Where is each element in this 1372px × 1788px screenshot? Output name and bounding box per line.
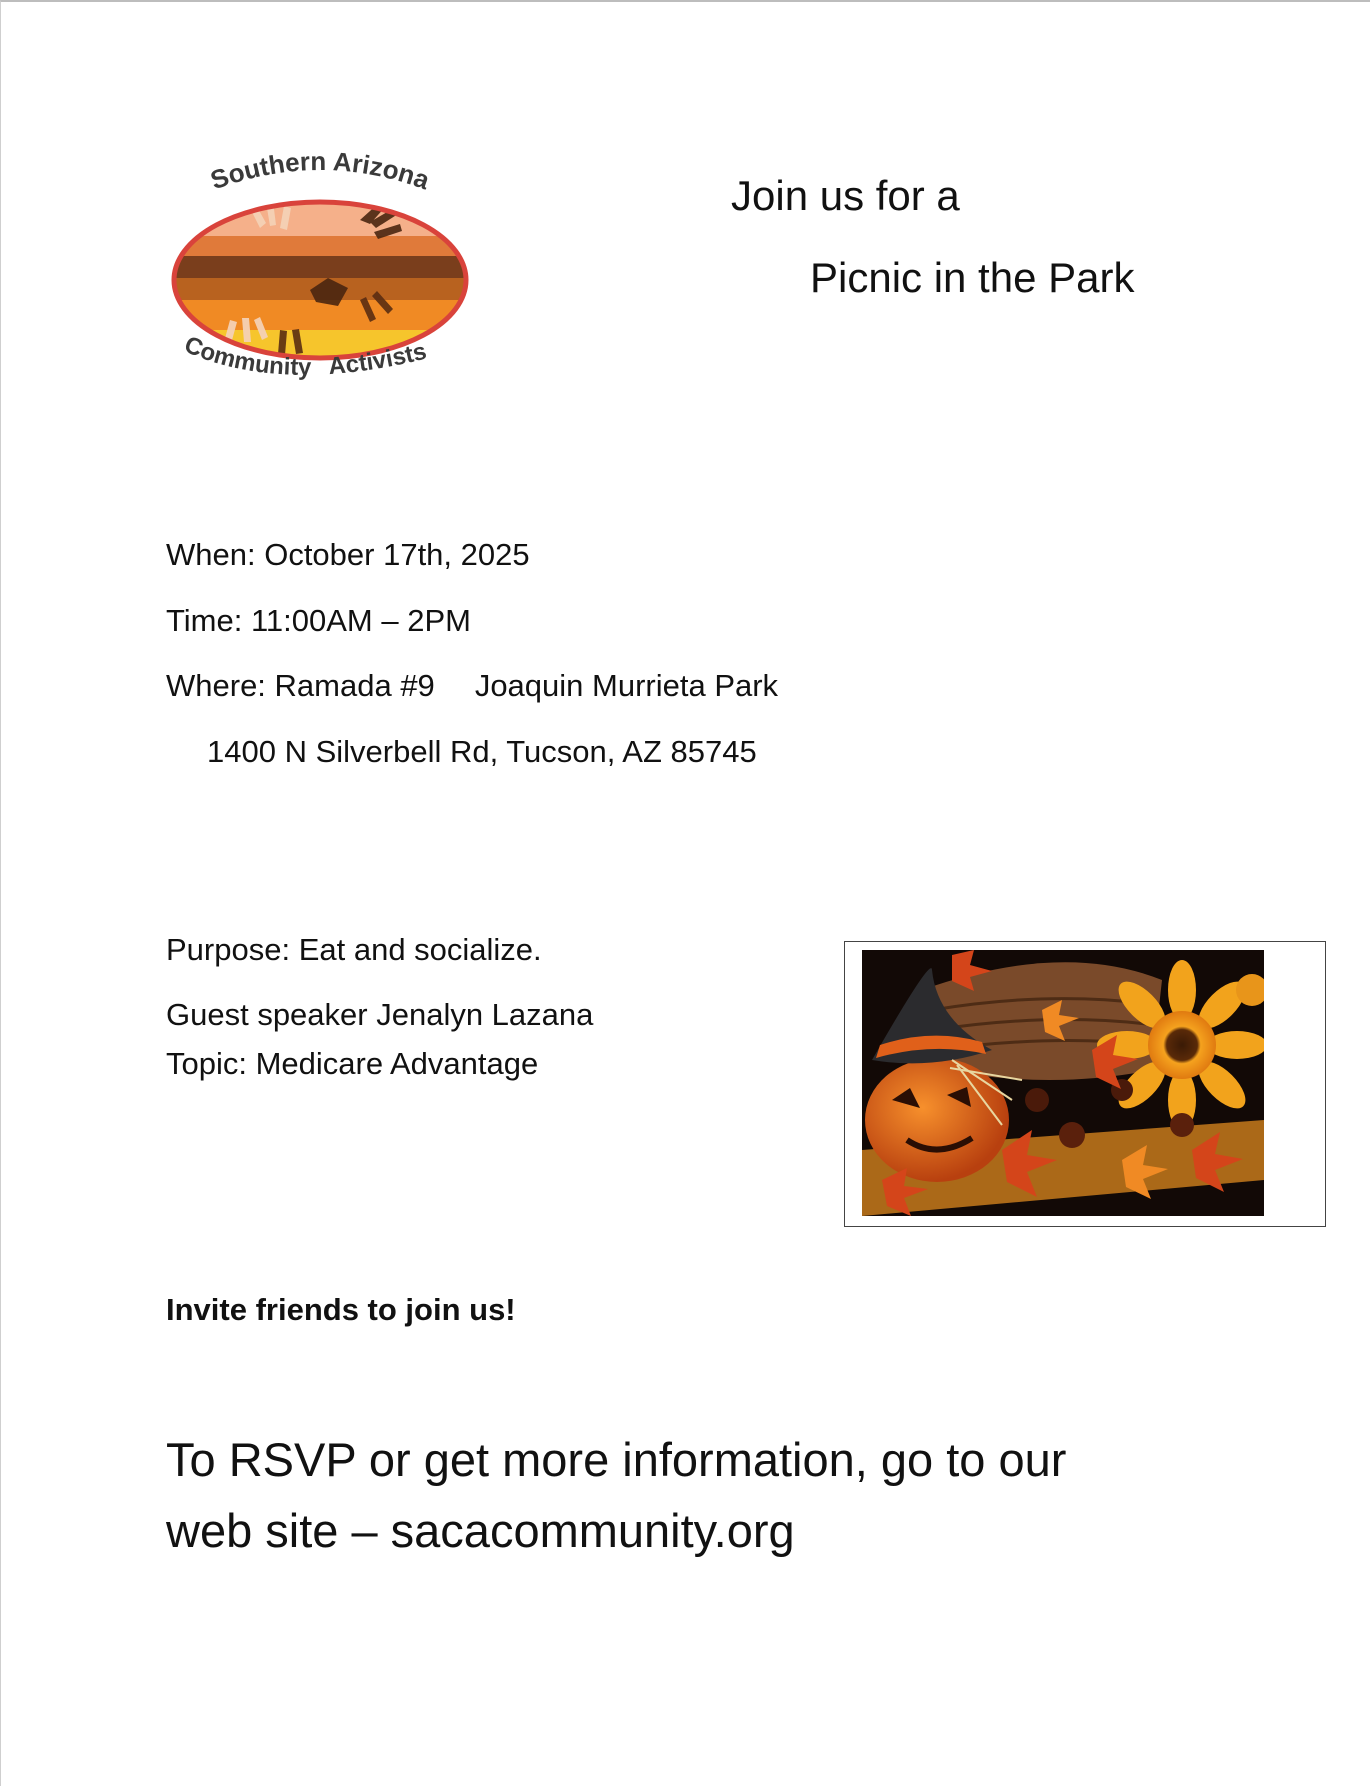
event-topic: Topic: Medicare Advantage bbox=[166, 1046, 539, 1081]
event-location bbox=[166, 668, 778, 704]
heading-picnic: Picnic in the Park bbox=[810, 254, 1135, 301]
logo-bottom-left-text: Community bbox=[180, 331, 312, 381]
event-purpose: Purpose: Eat and socialize. bbox=[166, 932, 542, 967]
event-address: 1400 N Silverbell Rd, Tucson, AZ 85745 bbox=[207, 734, 757, 769]
heading-join: Join us for a bbox=[731, 172, 960, 219]
event-date: When: October 17th, 2025 bbox=[166, 537, 530, 572]
guest-speaker: Guest speaker Jenalyn Lazana bbox=[166, 997, 594, 1032]
invite-text: Invite friends to join us! bbox=[166, 1292, 516, 1327]
event-time: Time: 11:00AM – 2PM bbox=[166, 603, 471, 638]
svg-text:Southern Arizona bbox=[207, 150, 434, 196]
rsvp-block bbox=[166, 1424, 1186, 1566]
autumn-pumpkin-photo-icon bbox=[862, 950, 1264, 1216]
rsvp-line-2: web site – sacacommunity.org bbox=[166, 1504, 795, 1557]
event-location-ramada: Where: Ramada #9 bbox=[166, 668, 435, 703]
saca-logo-icon bbox=[160, 150, 480, 410]
logo-top-text: Southern Arizona bbox=[206, 150, 434, 196]
photo-frame bbox=[844, 941, 1326, 1227]
logo-bottom-right-text: Activists bbox=[327, 337, 430, 381]
rsvp-line-1: To RSVP or get more information, go to our bbox=[166, 1433, 1067, 1486]
event-location-park: Joaquin Murrieta Park bbox=[474, 668, 779, 703]
